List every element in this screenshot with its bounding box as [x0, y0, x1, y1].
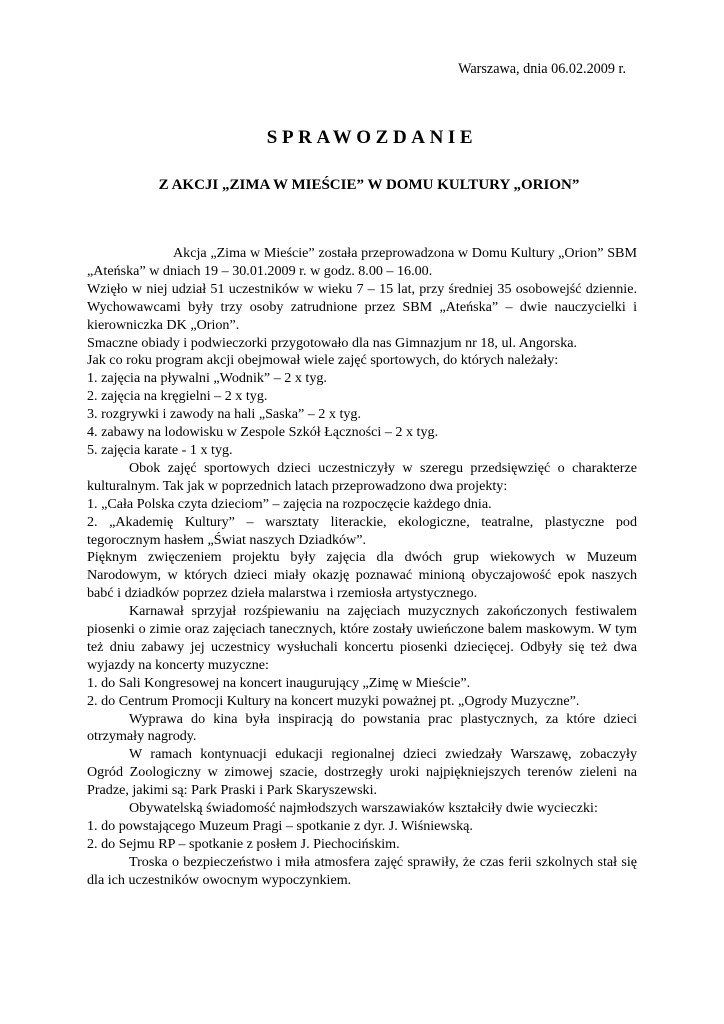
concert-list-item: 2. do Centrum Promocji Kultury na koncert muzyki poważnej pt. „Ogrody Muzyczne”.	[87, 692, 580, 709]
document-subtitle: Z AKCJI „ZIMA W MIEŚCIE” W DOMU KULTURY „ORION”	[158, 177, 580, 193]
meals-paragraph: Smaczne obiady i podwieczorki przygotowało dla nas Gimnazjum nr 18, ul. Angorska.	[87, 334, 578, 351]
sports-list-item: 5. zajęcia karate - 1 x tyg.	[87, 441, 233, 458]
concert-list-item: 1. do Sali Kongresowej na koncert inaugurujący „Zimę w Mieście”.	[87, 674, 471, 691]
sports-list-item: 3. rozgrywki i zawody na hali „Saska” – 2 x tyg.	[87, 406, 361, 423]
closing-paragraph: Troska o bezpieczeństwo i miła atmosfera zajęć sprawiły, że czas ferii szkolnych stał się dla ich uczestników owocnym wypoczynkiem.	[87, 853, 637, 888]
date-line: Warszawa, dnia 06.02.2009 r.	[458, 61, 626, 77]
project-list-item: 1. „Cała Polska czyta dzieciom” – zajęcia na rozpoczęcie każdego dnia.	[87, 495, 492, 512]
culture-intro-paragraph: Obok zajęć sportowych dzieci uczestniczyły w szeregu przedsięwzięć o charakterze kulturalnym. Tak jak w poprzednich latach przeprowadzono dwa projekty:	[87, 459, 637, 494]
participants-paragraph: Wzięło w niej udział 51 uczestników w wieku 7 – 15 lat, przy średniej 35 osobowejść dziennie. Wychowawcami były trzy osoby zatrudnione przez SBM „Ateńska” – dwie nauczycielki i kierowniczka DK „Orion”.	[87, 280, 637, 333]
document-title: SPRAWOZDANIE	[266, 127, 478, 148]
sports-list-item: 4. zabawy na lodowisku w Zespole Szkół Łączności – 2 x tyg.	[87, 424, 439, 441]
civic-intro-paragraph: Obywatelską świadomość najmłodszych warszawiaków kształciły dwie wycieczki:	[129, 800, 598, 817]
regional-paragraph: W ramach kontynuacji edukacji regionalnej dzieci zwiedzały Warszawę, zobaczyły Ogród Zoologiczny w zimowej szacie, dostrzegły uroki najpiękniejszych terenów zieleni na Pradze, jakimi są: Park Praski i Park Skaryszewski.	[87, 746, 637, 799]
intro-paragraph: Akcja „Zima w Mieście” została przeprowadzona w Domu Kultury „Orion” SBM „Ateńska” w dniach 19 – 30.01.2009 r. w godz. 8.00 – 16.00.	[87, 245, 637, 279]
trip-list-item: 2. do Sejmu RP – spotkanie z posłem J. Piechocińskim.	[87, 835, 400, 852]
report-body	[87, 245, 637, 890]
carnival-paragraph: Karnawał sprzyjał rozśpiewaniu na zajęciach muzycznych zakończonych festiwalem piosenki o zimie oraz zajęciach tanecznych, które zostały uwieńczone balem maskowym. W tym też dniu zabawy jej uczestnicy wysłuchali koncertu piosenki dziecięcej. Odbyły się też dwa wyjazdy na koncerty muzyczne:	[87, 603, 637, 673]
sports-list-item: 2. zajęcia na kręgielni – 2 x tyg.	[87, 388, 268, 405]
cinema-paragraph: Wyprawa do kina była inspiracją do powstania prac plastycznych, za które dzieci otrzymały nagrody.	[87, 710, 637, 745]
trip-list-item: 1. do powstającego Muzeum Pragi – spotkanie z dyr. J. Wiśniewską.	[87, 818, 473, 834]
museum-paragraph: Pięknym zwięczeniem projektu były zajęcia dla dwóch grup wiekowych w Muzeum Narodowym, w których dzieci miały okazję poznawać minioną obyczajowość epok naszych babć i dziadków poprzez dzieła malarstwa i rzemiosła artystycznego.	[87, 549, 637, 602]
sports-intro: Jak co roku program akcji obejmował wiele zajęć sportowych, do których należały:	[87, 352, 559, 369]
project-list-item: 2. „Akademię Kultury” – warsztaty literackie, ekologiczne, teatralne, plastyczne pod tegorocznym hasłem „Świat naszych Dziadków”.	[87, 513, 637, 548]
sports-list-item: 1. zajęcia na pływalni „Wodnik” – 2 x tyg.	[87, 370, 327, 387]
